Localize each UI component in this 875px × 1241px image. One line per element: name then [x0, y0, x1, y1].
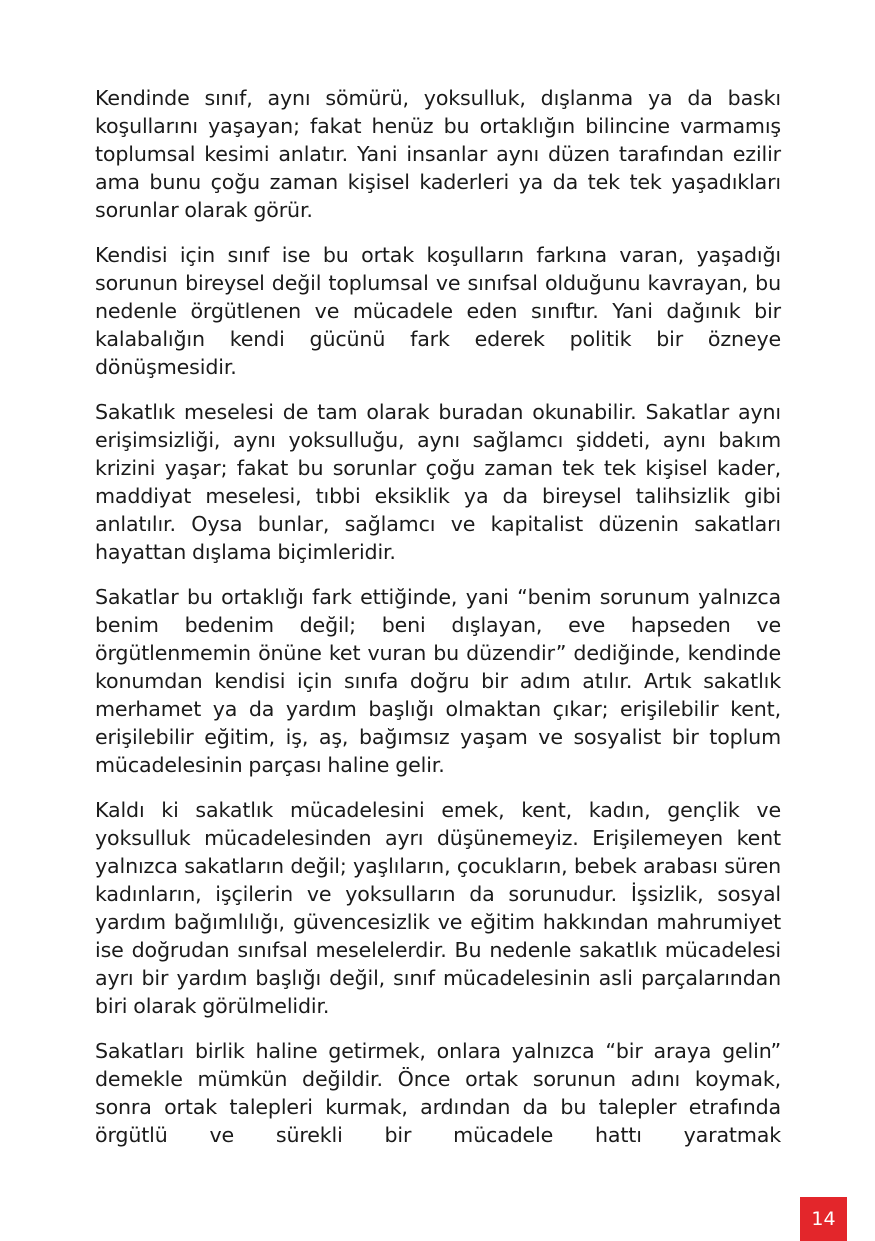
paragraph-4: Sakatlar bu ortaklığı fark ettiğinde, yani “benim sorunum yalnızca benim bedenim değil; beni dışlayan, eve hapseden ve örgütlenmemin önüne ket vuran bu düzendir” dediğinde, kendinde konumdan kendisi için sınıfa doğru bir adım atılır. Artık sakatlık merhamet ya da yardım başlığı olmaktan çıkar; erişilebilir kent, erişilebilir eğitim, iş, aş, bağımsız yaşam ve sosyalist bir toplum mücadelesinin parçası haline gelir.: [95, 585, 781, 777]
page-body: [95, 84, 781, 1166]
paragraph-5: Kaldı ki sakatlık mücadelesini emek, kent, kadın, gençlik ve yoksulluk mücadelesinden ayrı düşünemeyiz. Erişilemeyen kent yalnızca sakatların değil; yaşlıların, çocukların, bebek arabası süren kadınların, işçilerin ve yoksulların da sorunudur. İşsizlik, sosyal yardım bağımlılığı, güvencesizlik ve eğitim hakkından mahrumiyet ise doğrudan sınıfsal meselelerdir. Bu nedenle sakatlık mücadelesi ayrı bir yardım başlığı değil, sınıf mücadelesinin asli parçalarından biri olarak görülmelidir.: [95, 798, 781, 1018]
paragraph-2: Kendisi için sınıf ise bu ortak koşulların farkına varan, yaşadığı sorunun bireysel değil toplumsal ve sınıfsal olduğunu kavrayan, bu nedenle örgütlenen ve mücadele eden sınıftır. Yani dağınık bir kalabalığın kendi gücünü fark ederek politik bir özneye dönüşmesidir.: [95, 243, 781, 379]
page-number-badge: 14: [800, 1197, 847, 1241]
paragraph-1: Kendinde sınıf, aynı sömürü, yoksulluk, dışlanma ya da baskı koşullarını yaşayan; fakat henüz bu ortaklığın bilincine varmamış toplumsal kesimi anlatır. Yani insanlar aynı düzen tarafından ezilir ama bunu çoğu zaman kişisel kaderleri ya da tek tek yaşadıkları sorunlar olarak görür.: [95, 86, 781, 222]
paragraph-6: Sakatları birlik haline getirmek, onlara yalnızca “bir araya gelin” demekle mümkün değildir. Önce ortak sorunun adını koymak, sonra ortak talepleri kurmak, ardından da bu talepler etrafında örgütlü ve sürekli bir mücadele hattı yaratmak: [95, 1039, 781, 1147]
paragraph-3: Sakatlık meselesi de tam olarak buradan okunabilir. Sakatlar aynı erişimsizliği, aynı yoksulluğu, aynı sağlamcı şiddeti, aynı bakım krizini yaşar; fakat bu sorunlar çoğu zaman tek tek kişisel kader, maddiyat meselesi, tıbbi eksiklik ya da bireysel talihsizlik gibi anlatılır. Oysa bunlar, sağlamcı ve kapitalist düzenin sakatları hayattan dışlama biçimleridir.: [95, 400, 781, 564]
